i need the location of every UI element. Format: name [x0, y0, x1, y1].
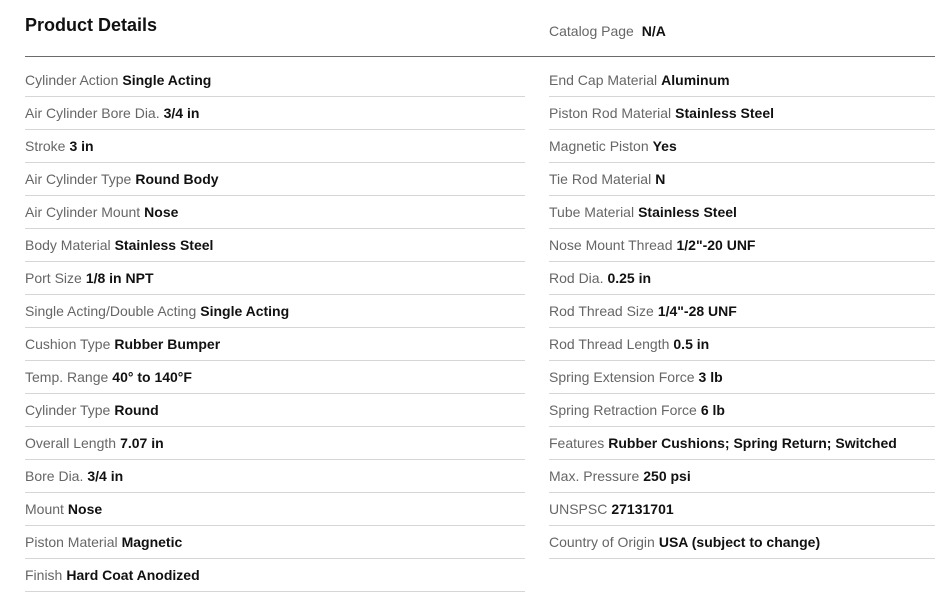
spec-label: Overall Length: [25, 435, 117, 451]
spec-row: [25, 97, 525, 130]
spec-row: [25, 394, 525, 427]
spec-row: [25, 493, 525, 526]
spec-value: 27131701: [611, 501, 674, 517]
spec-row: [549, 64, 935, 97]
spec-value: 0.25 in: [607, 270, 652, 286]
spec-label: Cushion Type: [25, 336, 111, 352]
spec-row: [549, 97, 935, 130]
spec-label: Body Material: [25, 237, 111, 253]
spec-label: Spring Extension Force: [549, 369, 695, 385]
spec-row: [25, 163, 525, 196]
specs-left-column: [25, 64, 525, 592]
spec-row: [549, 427, 935, 460]
spec-value: 40° to 140°F: [112, 369, 192, 385]
spec-row: [25, 130, 525, 163]
spec-value: Nose: [67, 501, 103, 517]
spec-value: Hard Coat Anodized: [66, 567, 200, 583]
spec-row: [549, 130, 935, 163]
spec-value: Stainless Steel: [638, 204, 737, 220]
spec-label: Temp. Range: [25, 369, 109, 385]
spec-label: Air Cylinder Bore Dia.: [25, 105, 160, 121]
spec-row: [25, 64, 525, 97]
spec-row: [25, 526, 525, 559]
spec-value: USA (subject to change): [658, 534, 821, 550]
spec-label: Cylinder Type: [25, 402, 111, 418]
catalog-page: [549, 23, 666, 39]
spec-label: End Cap Material: [549, 72, 658, 88]
spec-row: [549, 460, 935, 493]
spec-row: [549, 394, 935, 427]
spec-value: Single Acting: [122, 72, 212, 88]
spec-label: Port Size: [25, 270, 82, 286]
spec-value: 0.5 in: [673, 336, 710, 352]
spec-value: 3 lb: [698, 369, 723, 385]
spec-label: Nose Mount Thread: [549, 237, 673, 253]
spec-row: [25, 229, 525, 262]
spec-row: [549, 493, 935, 526]
spec-value: Stainless Steel: [114, 237, 214, 253]
spec-row: [25, 427, 525, 460]
spec-row: [25, 361, 525, 394]
spec-row: [549, 229, 935, 262]
spec-label: Features: [549, 435, 605, 451]
spec-row: [549, 295, 935, 328]
spec-value: Rubber Bumper: [114, 336, 221, 352]
spec-label: Air Cylinder Mount: [25, 204, 141, 220]
spec-row: [25, 328, 525, 361]
spec-value: 6 lb: [700, 402, 725, 418]
spec-value: Stainless Steel: [675, 105, 774, 121]
spec-label: Rod Thread Size: [549, 303, 654, 319]
spec-value: 250 psi: [643, 468, 691, 484]
spec-value: N: [655, 171, 666, 187]
spec-row: [549, 361, 935, 394]
spec-value: Single Acting: [200, 303, 290, 319]
spec-label: Magnetic Piston: [549, 138, 649, 154]
spec-value: Aluminum: [661, 72, 730, 88]
spec-value: Yes: [652, 138, 677, 154]
spec-value: 3/4 in: [87, 468, 124, 484]
catalog-page-value: N/A: [641, 23, 666, 39]
spec-row: [25, 196, 525, 229]
spec-label: Piston Material: [25, 534, 118, 550]
spec-row: [25, 295, 525, 328]
catalog-page-label: Catalog Page: [549, 23, 634, 39]
spec-value: Rubber Cushions; Spring Return; Switched: [608, 435, 897, 451]
section-title: Product Details: [25, 15, 158, 35]
spec-row: [549, 262, 935, 295]
spec-value: 7.07 in: [120, 435, 164, 451]
spec-label: Max. Pressure: [549, 468, 640, 484]
spec-label: Rod Dia.: [549, 270, 604, 286]
spec-row: [25, 460, 525, 493]
specs-right-column: [549, 64, 935, 559]
spec-value: 1/2"-20 UNF: [676, 237, 756, 253]
spec-label: Tie Rod Material: [549, 171, 652, 187]
spec-label: Finish: [25, 567, 63, 583]
spec-label: Bore Dia.: [25, 468, 84, 484]
header-divider: [25, 56, 935, 57]
spec-row: [549, 526, 935, 559]
spec-value: Round Body: [135, 171, 219, 187]
spec-row: [25, 262, 525, 295]
spec-label: Air Cylinder Type: [25, 171, 132, 187]
spec-label: Tube Material: [549, 204, 635, 220]
spec-label: Spring Retraction Force: [549, 402, 697, 418]
spec-value: Magnetic: [121, 534, 183, 550]
spec-value: 1/4"-28 UNF: [657, 303, 737, 319]
spec-row: [25, 559, 525, 592]
spec-label: Single Acting/Double Acting: [25, 303, 197, 319]
spec-row: [549, 328, 935, 361]
spec-label: Stroke: [25, 138, 66, 154]
spec-label: Cylinder Action: [25, 72, 119, 88]
spec-label: Piston Rod Material: [549, 105, 672, 121]
spec-row: [549, 163, 935, 196]
spec-value: 3 in: [69, 138, 94, 154]
spec-row: [549, 196, 935, 229]
spec-value: Round: [114, 402, 159, 418]
spec-value: 1/8 in NPT: [85, 270, 154, 286]
spec-label: Country of Origin: [549, 534, 655, 550]
spec-value: 3/4 in: [163, 105, 200, 121]
spec-value: Nose: [144, 204, 179, 220]
spec-label: UNSPSC: [549, 501, 608, 517]
spec-label: Mount: [25, 501, 64, 517]
spec-label: Rod Thread Length: [549, 336, 670, 352]
